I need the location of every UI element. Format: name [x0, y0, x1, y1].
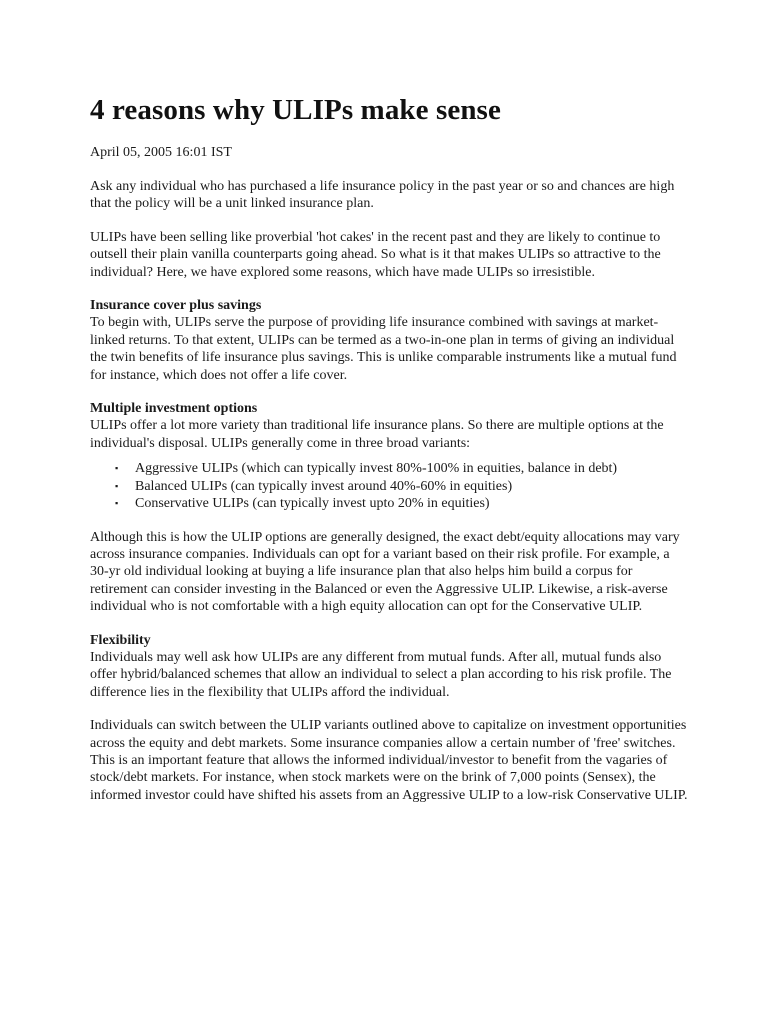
section-body-continued: Although this is how the ULIP options are generally designed, the exact debt/equity allocations may vary across insurance companies. Individuals can opt for a variant based on their risk profile. For example, a 30-yr old individual looking at buying a life insurance plan that also helps him build a corpus for retirement can consider investing in the Balanced or even the Aggressive ULIP. Likewise, a risk-averse individual who is not comfortable with a high equity allocation can opt for the Conservative ULIP.	[90, 529, 680, 615]
list-item-text: Conservative ULIPs (can typically invest upto 20% in equities)	[135, 496, 490, 512]
list-item-text: Balanced ULIPs (can typically invest around 40%-60% in equities)	[135, 478, 513, 494]
section-body: Individuals may well ask how ULIPs are any different from mutual funds. After all, mutual funds also offer hybrid/balanced schemes that allow an individual to select a plan according to his risk profile. The difference lies in the flexibility that ULIPs afford the individual.	[90, 649, 672, 700]
section-heading: Multiple investment options	[90, 401, 258, 417]
section-heading: Insurance cover plus savings	[90, 298, 262, 314]
article-date: April 05, 2005 16:01 IST	[90, 145, 232, 160]
section-heading: Flexibility	[90, 632, 151, 648]
section-insurance-cover	[90, 297, 690, 384]
bullet-icon: ▪	[115, 463, 119, 474]
section-body-continued: Individuals can switch between the ULIP variants outlined above to capitalize on investment opportunities across the equity and debt markets. Some insurance companies allow a certain number of 'free' switches. This is an important feature that allows the informed individual/investor to benefit from the vagaries of stock/debt markets. For instance, when stock markets were on the brink of 7,000 points (Sensex), the informed investor could have shifted his assets from an Aggressive ULIP to a low-risk Conservative ULIP.	[90, 718, 688, 803]
list-item-text: Aggressive ULIPs (which can typically invest 80%-100% in equities, balance in debt)	[135, 461, 618, 477]
section-investment-options	[90, 400, 690, 615]
article-title: 4 reasons why ULIPs make sense	[90, 94, 501, 126]
section-body: ULIPs offer a lot more variety than traditional life insurance plans. So there are multiple options at the individual's disposal. ULIPs generally come in three broad variants:	[90, 418, 664, 451]
list-item	[115, 460, 690, 477]
section-body: To begin with, ULIPs serve the purpose of providing life insurance combined with savings at market-linked returns. To that extent, ULIPs can be termed as a two-in-one plan in terms of giving an individual the twin benefits of life insurance plus savings. This is unlike comparable instruments like a mutual fund for instance, which does not offer a life cover.	[90, 315, 677, 383]
list-item	[115, 495, 690, 512]
bullet-icon: ▪	[115, 498, 119, 509]
intro-paragraph: ULIPs have been selling like proverbial 'hot cakes' in the recent past and they are likely to continue to outsell their plain vanilla counterparts going ahead. So what is it that makes ULIPs so attractive to the individual? Here, we have explored some reasons, which have made ULIPs so irresistible.	[90, 229, 661, 280]
bullet-icon: ▪	[115, 480, 119, 491]
variant-list	[90, 460, 690, 512]
list-item	[115, 478, 690, 495]
intro-paragraph: Ask any individual who has purchased a life insurance policy in the past year or so and chances are high that the policy will be a unit linked insurance plan.	[90, 179, 675, 212]
article	[90, 92, 690, 820]
section-flexibility	[90, 632, 690, 805]
